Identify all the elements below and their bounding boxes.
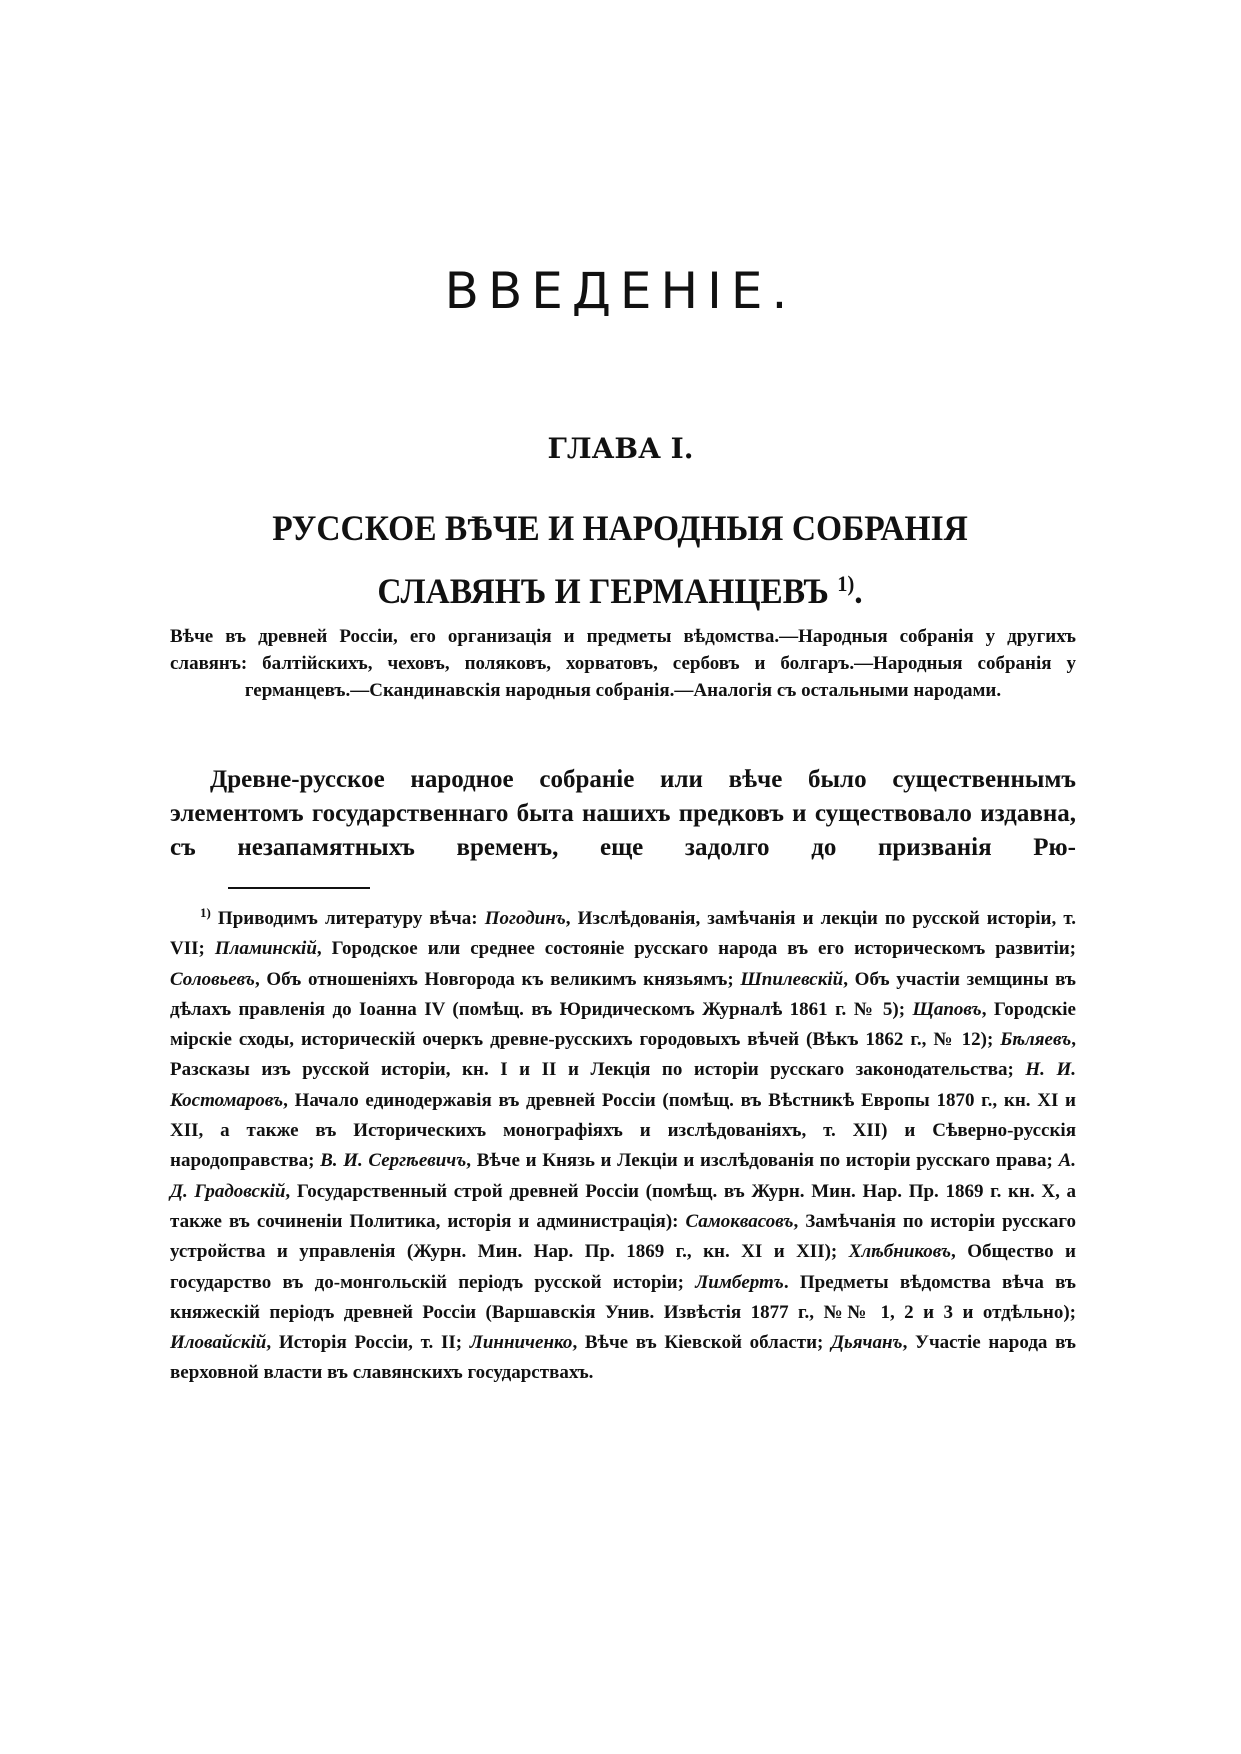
footnote-author: Иловайскій [170, 1332, 267, 1354]
footnote-segment: , Вѣче въ Кіевской области; [572, 1332, 832, 1354]
footnote-author: Линниченко [469, 1332, 573, 1354]
footnote-author: Самоквасовъ [685, 1210, 794, 1232]
footnote-author: Пламинскій [214, 938, 317, 960]
footnote-segment: , Исторія Россіи, т. II; [266, 1332, 470, 1354]
footnote-author: В. И. Сергѣевичъ [320, 1150, 467, 1172]
footnote-segment: , Участіе народа въ верховной власти въ славянскихъ государствахъ. [170, 1332, 1076, 1384]
footnote-author: Соловьевъ [170, 968, 255, 990]
page-title: ВВЕДЕНІЕ. [444, 262, 797, 320]
footnote-segment: , Замѣчанія по исторіи русскаго устройства и управленія (Журн. Мин. Нар. Пр. 1869 г., кн. XI и XII); [170, 1210, 1076, 1263]
footnote-segment: , Городское или среднее состояніе русскаго народа въ его историческомъ развитіи; [316, 938, 1076, 960]
footnote-author: Лимбертъ [695, 1271, 784, 1293]
footnote-segment: , Разсказы изъ русской исторіи, кн. I и II и Лекція по исторіи русскаго законодательства; [170, 1029, 1076, 1081]
chapter-label: ГЛАВА I. [547, 432, 694, 465]
footnote-reference[interactable]: 1) [837, 571, 855, 596]
footnote-text [170, 908, 1076, 1383]
footnote-author: Хлѣбниковъ [848, 1241, 952, 1263]
footnote-segment: Приводимъ литературу вѣча: [210, 908, 485, 929]
footnote-author: Погодинъ [484, 908, 566, 929]
footnote-segment: , Начало единодержавія въ древней Россіи (помѣщ. въ Вѣстникѣ Европы 1870 г., кн. XI и XII, а также въ Историческихъ монографіяхъ и изслѣдованіяхъ, т. XII) и Сѣверно-русскія народоправства; [170, 1089, 1076, 1172]
footnote-segment: , Изслѣдованія, замѣчанія и лекціи по русской исторіи, т. VII; [170, 908, 1076, 960]
footnote-segment: , Объ отношеніяхъ Новгорода къ великимъ князьямъ; [254, 968, 741, 990]
footnote-divider [228, 887, 370, 889]
footnote [170, 898, 1076, 1389]
footnote-mark: 1) [200, 905, 211, 920]
footnote-segment: , Государственный строй древней Россіи (помѣщ. въ Журн. Мин. Нар. Пр. 1869 г. кн. X, а также въ сочиненіи Политика, исторія и администрація): [170, 1180, 1076, 1232]
footnote-author: Шпилевскій [740, 968, 844, 990]
chapter-summary: Вѣче въ древней Россіи, его организація и предметы вѣдомства.—Народныя собранія у другихъ славянъ: балтійскихъ, чеховъ, поляковъ, хорватовъ, сербовъ и болгаръ.—Народныя собранія у германцевъ.—Скандинавскія народныя собранія.—Аналогія съ остальными народами. [170, 626, 1076, 701]
footnote-author: Бѣляевъ [1000, 1029, 1072, 1051]
chapter-title [202, 500, 1039, 619]
footnote-author: Дьячанъ [831, 1332, 903, 1354]
footnote-segment: , Городскіе мірскіе сходы, историческій очеркъ древне-русскихъ городовыхъ вѣчей (Вѣкъ 1862 г., № 12); [170, 998, 1076, 1051]
footnote-author: Щаповъ [912, 998, 982, 1020]
footnote-author: А. Д. Градовскій [170, 1150, 1076, 1202]
footnote-segment: . Предметы вѣдомства вѣча въ княжескій періодъ древней Россіи (Варшавскія Унив. Извѣстія 1877 г., №№ 1, 2 и 3 и отдѣльно); [170, 1271, 1076, 1323]
body-paragraph: Древне-русское народное собраніе или вѣче было существеннымъ элементомъ государственнаго быта нашихъ предковъ и существовало издавна, съ незапамятныхъ временъ, еще задолго до призванія Рю- [170, 766, 1076, 861]
chapter-title-period: . [854, 571, 863, 611]
footnote-segment: , Вѣче и Князь и Лекціи и изслѣдованія по исторіи русскаго права; [466, 1150, 1059, 1172]
footnote-author: Н. И. Костомаровъ [170, 1059, 1076, 1111]
footnote-segment: , Общество и государство въ до-монгольскій періодъ русской исторіи; [170, 1241, 1076, 1293]
footnote-segment: , Объ участіи земщины въ дѣлахъ правленія до Іоанна IV (помѣщ. въ Юридическомъ Журналѣ 1861 г. № 5); [170, 968, 1076, 1020]
chapter-title-text: РУССКОЕ ВѢЧЕ И НАРОДНЫЯ СОБРАНІЯ СЛАВЯНЪ И ГЕРМАНЦЕВЪ [272, 508, 968, 611]
